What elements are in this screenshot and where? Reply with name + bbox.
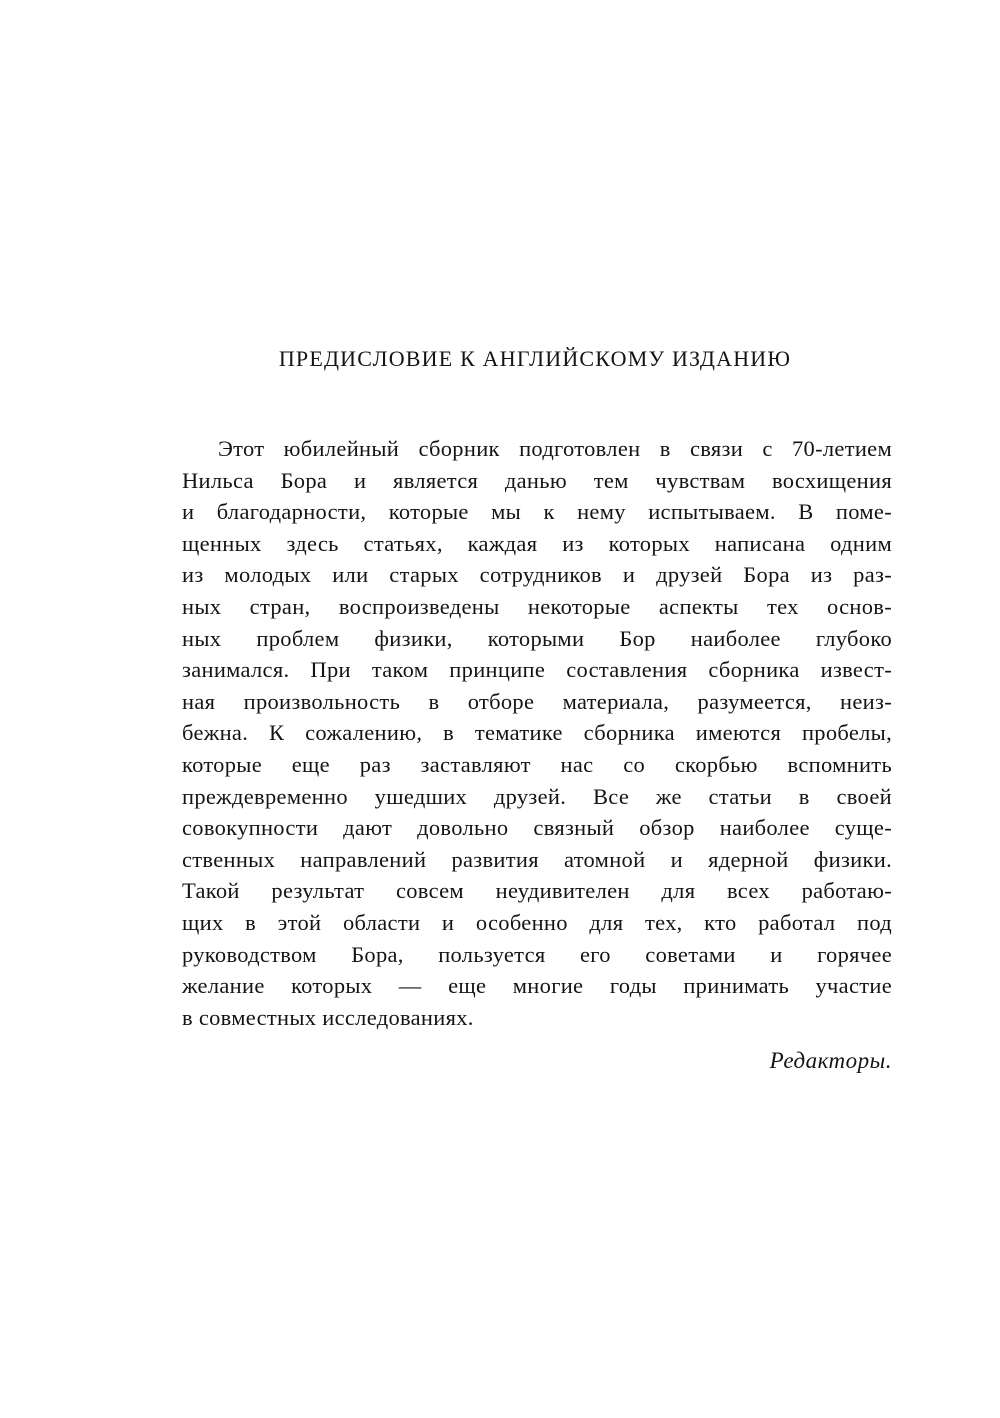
preface-line: и благодарности, которые мы к нему испытываем. В поме- — [182, 499, 892, 525]
preface-line: совокупности дают довольно связный обзор наиболее суще- — [182, 815, 892, 841]
preface-line: Такой результат совсем неудивителен для всех работаю- — [182, 878, 892, 904]
preface-line: бежна. К сожалению, в тематике сборника имеются пробелы, — [182, 720, 892, 746]
preface-line: щенных здесь статьях, каждая из которых написана одним — [182, 530, 892, 556]
preface-line: желание которых — еще многие годы принимать участие — [182, 973, 892, 999]
preface-line: преждевременно ушедших друзей. Все же статьи в своей — [182, 783, 892, 809]
preface-line: в совместных исследованиях. — [182, 1004, 474, 1030]
preface-line: ственных направлений развития атомной и ядерной физики. — [182, 846, 892, 872]
preface-title: ПРЕДИСЛОВИЕ К АНГЛИЙСКОМУ ИЗДАНИЮ — [278, 346, 792, 371]
preface-line: щих в этой области и особенно для тех, кто работал под — [182, 909, 892, 935]
preface-line: из молодых или старых сотрудников и друзей Бора из раз- — [182, 562, 892, 588]
preface-line: которые еще раз заставляют нас со скорбью вспомнить — [182, 751, 892, 777]
preface-line: ных проблем физики, которыми Бор наиболее глубоко — [182, 625, 892, 651]
preface-line: Нильса Бора и является данью тем чувствам восхищения — [182, 467, 892, 493]
preface-line: Этот юбилейный сборник подготовлен в связи с 70-летием — [218, 436, 892, 461]
preface-line: руководством Бора, пользуется его советами и горячее — [182, 941, 892, 967]
preface-line: занимался. При таком принципе составления сборника извест- — [182, 657, 892, 683]
preface-line: ная произвольность в отборе материала, разумеется, неиз- — [182, 688, 892, 714]
preface-signature: Редакторы. — [769, 1048, 892, 1073]
preface-line: ных стран, воспроизведены некоторые аспекты тех основ- — [182, 593, 892, 619]
preface-body — [182, 433, 892, 1033]
